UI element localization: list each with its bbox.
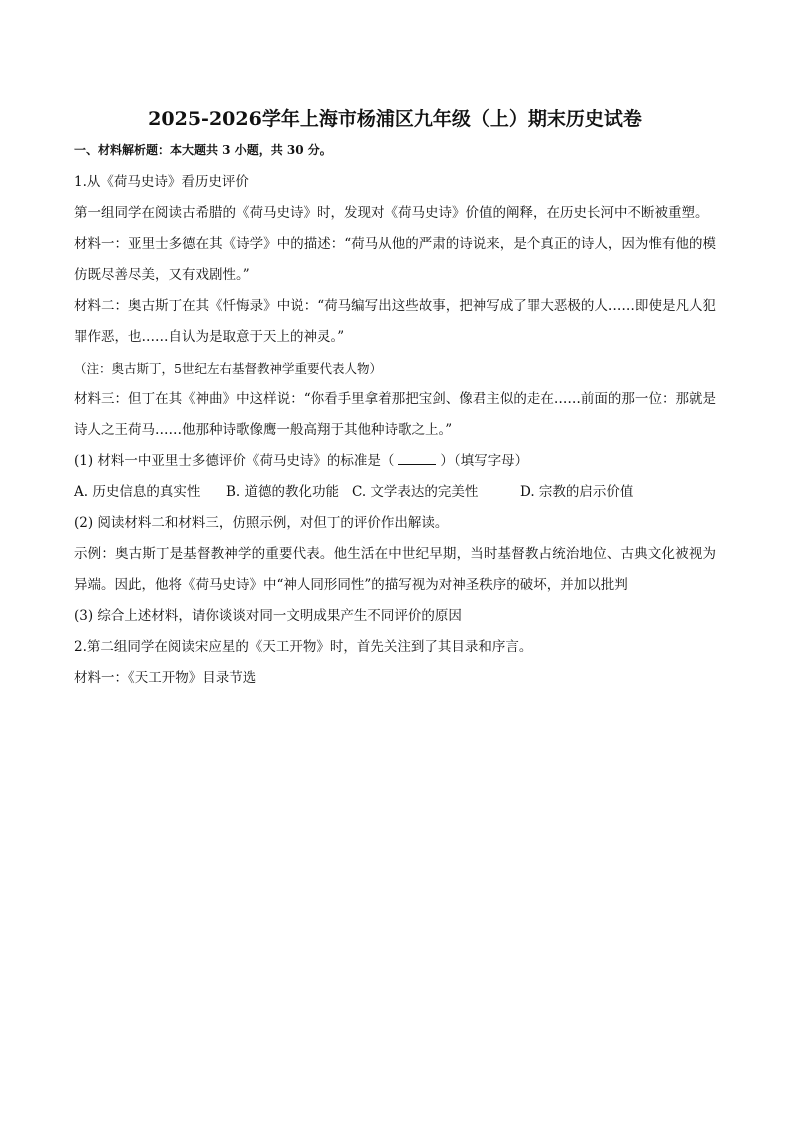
answer-options [74,477,716,508]
section-heading: 一、材料解析题：本大题共 3 小题，共 30 分。 [74,143,332,157]
material-2-note: （注：奥古斯丁，5世纪左右基督教神学重要代表人物） [74,361,382,376]
option-c: C. 文学表达的完美性 [352,484,479,500]
option-d: D. 宗教的启示价值 [520,484,634,500]
sub-question-1-suffix: ）（填写字母） [440,453,529,469]
material-1-text: 材料一：亚里士多德在其《诗学》中的描述：“荷马从他的严肃的诗说来，是个真正的诗人，因为惟有他的模仿既尽善尽美，又有戏剧性。” [74,236,716,283]
option-b: B. 道德的教化功能 [226,484,340,500]
sub-question-1 [74,446,716,477]
material-2-text: 材料二：奥古斯丁在其《忏悔录》中说：“荷马编写出这些故事，把神写成了罪大恶极的人……即使是凡人犯罪作恶，也……自认为是取意于天上的神灵。” [74,298,716,345]
answer-blank[interactable] [398,452,436,465]
question-1-heading: 1.从《荷马史诗》看历史评价 [74,174,249,190]
exam-title: 2025-2026学年上海市杨浦区九年级（上）期末历史试卷 [148,108,642,130]
sub-question-1-prefix: (1) 材料一中亚里士多德评价《荷马史诗》的标准是（ [74,453,395,469]
question-1-intro: 第一组同学在阅读古希腊的《荷马史诗》时，发现对《荷马史诗》价值的阐释，在历史长河中不断被重塑。 [74,205,709,221]
sub-question-3: (3) 综合上述材料，请你谈谈对同一文明成果产生不同评价的原因 [74,608,462,624]
option-a: A. 历史信息的真实性 [74,484,201,500]
sub-question-2: (2) 阅读材料二和材料三，仿照示例，对但丁的评价作出解读。 [74,515,449,531]
question-2-material-1: 材料一：《天工开物》目录节选 [74,670,257,686]
question-2-heading: 2.第二组同学在阅读宋应星的《天工开物》时，首先关注到了其目录和序言。 [74,639,533,655]
example-text: 示例：奥古斯丁是基督教神学的重要代表。他生活在中世纪早期，当时基督教占统治地位、古典文化被视为异端。因此，他将《荷马史诗》中“神人同形同性”的描写视为对神圣秩序的破坏，并加以批判 [74,546,716,593]
material-3-text: 材料三：但丁在其《神曲》中这样说：“你看手里拿着那把宝剑、像君主似的走在……前面的那一位：那就是诗人之王荷马……他那种诗歌像鹰一般高翔于其他种诗歌之上。” [74,391,716,438]
